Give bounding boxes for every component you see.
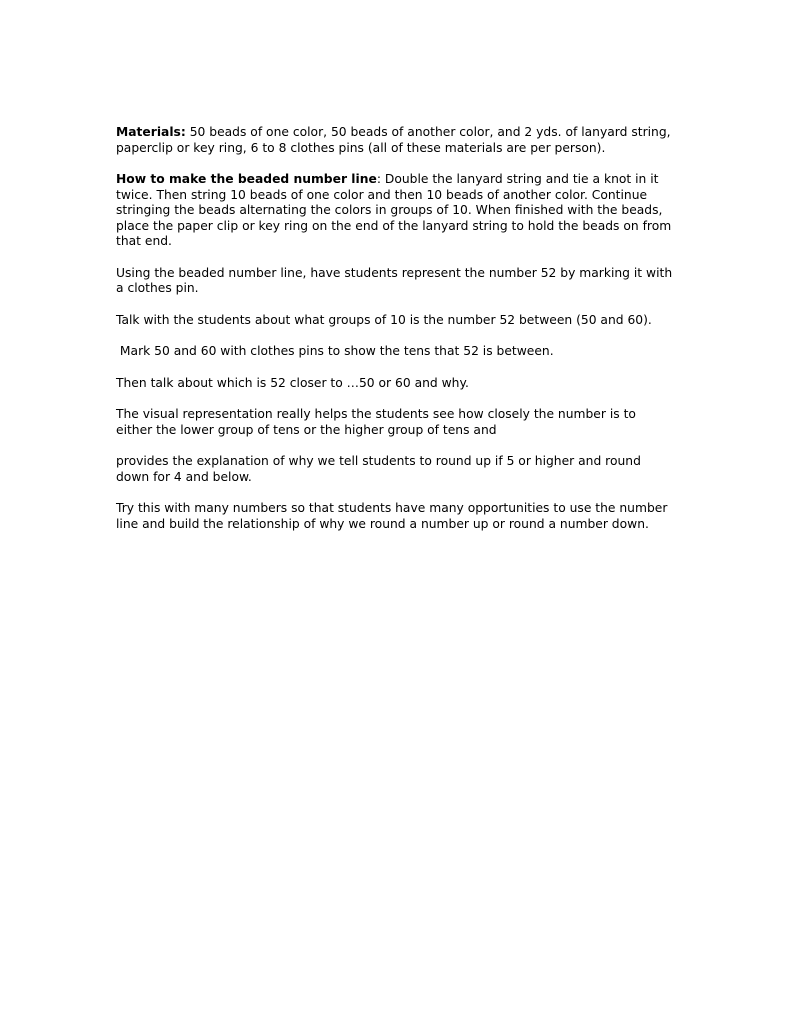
paragraph-visual-representation: The visual representation really helps the students see how closely the number is to either the lower group of tens or the higher group of tens and — [116, 407, 636, 437]
materials-paragraph — [116, 125, 676, 156]
paragraph-groups-of-ten: Talk with the students about what groups of 10 is the number 52 between (50 and 60). — [116, 312, 652, 327]
paragraph-rounding-explanation: provides the explanation of why we tell students to round up if 5 or higher and round down for 4 and below. — [116, 454, 641, 484]
paragraph-mark-50-60: Mark 50 and 60 with clothes pins to show the tens that 52 is between. — [116, 344, 554, 358]
how-to-text: : Double the lanyard string and tie a knot in it twice. Then string 10 beads of one color and then 10 beads of another color. Continue stringing the beads alternating the colors in groups of 10. When finished with the beads, place the paper clip or key ring on the end of the lanyard string to hold the beads on from that end. — [116, 172, 672, 248]
document-page — [116, 125, 676, 548]
materials-text: 50 beads of one color, 50 beads of another color, and 2 yds. of lanyard string, paperclip or key ring, 6 to 8 clothes pins (all of these materials are per person). — [116, 125, 671, 155]
materials-label: Materials: — [116, 125, 186, 139]
how-to-label: How to make the beaded number line — [116, 172, 377, 186]
how-to-paragraph — [116, 172, 676, 250]
paragraph-represent-52: Using the beaded number line, have students represent the number 52 by marking it with a clothes pin. — [116, 265, 673, 295]
paragraph-try-many-numbers: Try this with many numbers so that students have many opportunities to use the number line and build the relationship of why we round a number up or round a number down. — [116, 501, 668, 531]
paragraph-closer-to: Then talk about which is 52 closer to …50 or 60 and why. — [116, 375, 469, 390]
